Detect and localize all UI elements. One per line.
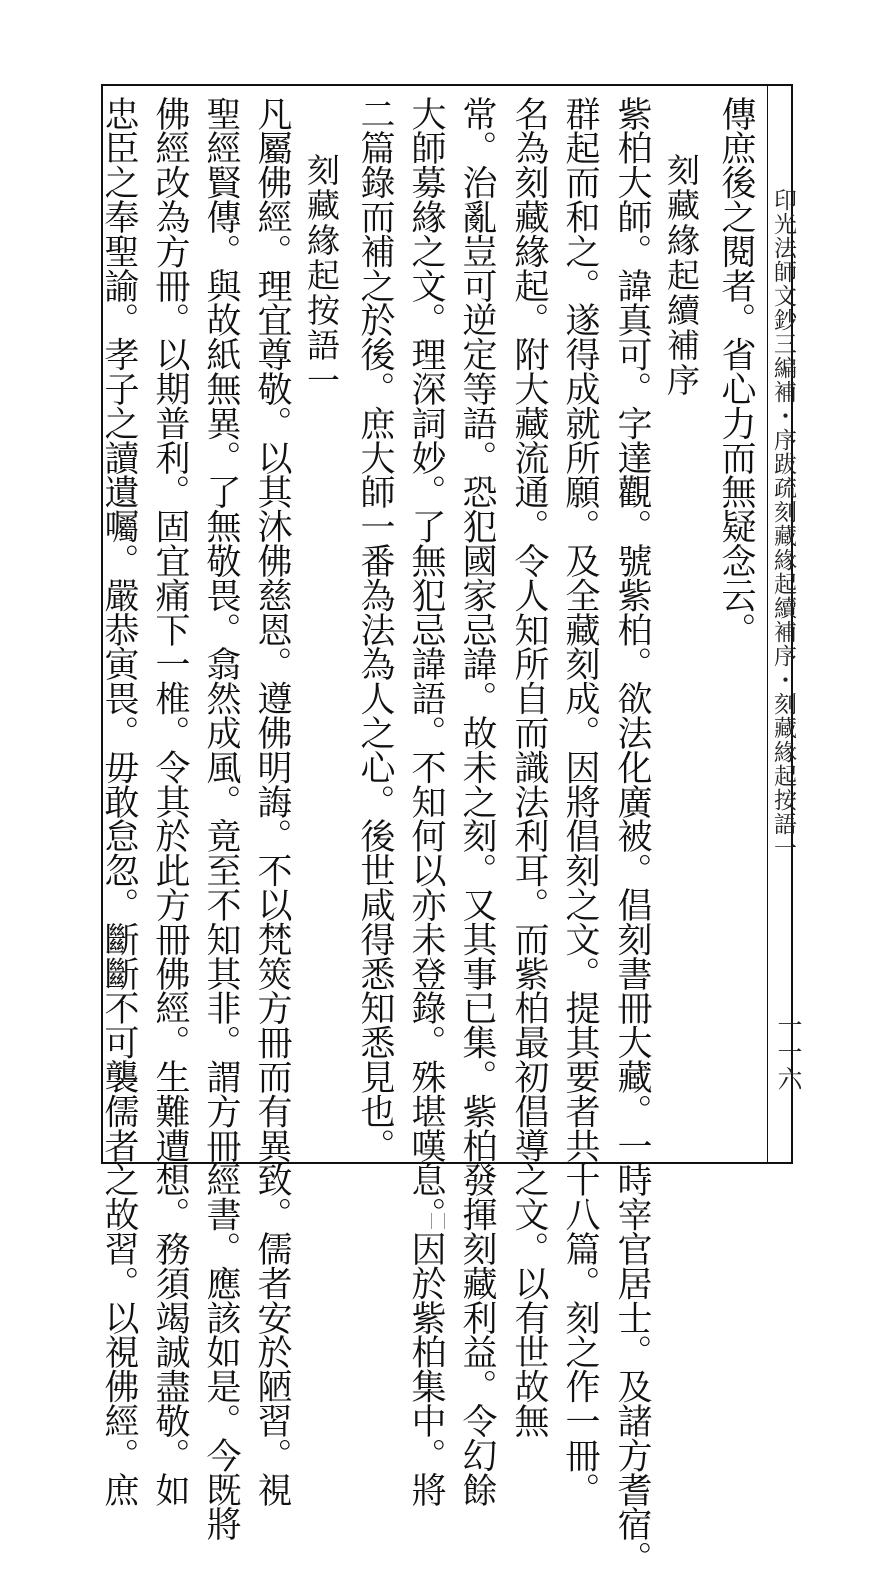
text-column-1: 傳庶後之閱者。省心力而無疑念云。 <box>716 96 756 647</box>
text-column-13: 忠臣之奉聖諭。孝子之讀遺囑。嚴恭寅畏。毋敢怠忽。斷斷不可襲儒者之故習。以視佛經。庶 <box>99 96 139 1507</box>
text-column-7: 大師募緣之文。理深詞妙。了無犯忌諱語。不知何以亦未登錄。殊堪嘆息。因於紫柏集中。將 <box>406 96 446 1507</box>
text-column-11: 聖經賢傳。與故紙無異。了無敬畏。翕然成風。竟至不知其非。謂方冊經書。應該如是。今既將 <box>201 96 241 1541</box>
heading-preface: 刻藏緣起續補序 <box>662 153 701 398</box>
book-title: 印光法師文鈔三編補・序跋疏 <box>770 188 796 500</box>
text-column-10: 凡屬佛經。理宜尊敬。以其沐佛慈恩。遵佛明誨。不以梵筴方冊而有異致。儒者安於陋習。視 <box>252 96 292 1507</box>
page-number: 一一六 <box>774 1012 803 1093</box>
text-column-8: 二篇錄而補之於後。庶大師一番為法為人之心。後世咸得悉知悉見也。 <box>355 96 395 1163</box>
text-column-4: 群起而和之。遂得成就所願。及全藏刻成。因將倡刻之文。提其要者共十八篇。刻之作一冊。 <box>560 96 600 1507</box>
heading-notes: 刻藏緣起按語一 <box>302 153 341 398</box>
margin-divider <box>767 84 768 1164</box>
text-column-5: 名為刻藏緣起。附大藏流通。令人知所自而識法利耳。而紫柏最初倡導之文。以有世故無 <box>509 96 549 1438</box>
section-title: 刻藏緣起續補序・刻藏緣起按語一 <box>770 500 796 860</box>
text-column-12: 佛經改為方冊。以期普利。固宜痛下一椎。令其於此方冊佛經。生難遭想。務須竭誠盡敬。如 <box>150 96 190 1507</box>
text-column-3: 紫柏大師。諱真可。字達觀。號紫柏。欲法化廣被。倡刻書冊大藏。一時宰官居士。及諸方耆宿。 <box>612 96 652 1575</box>
binding-mark <box>431 1213 445 1229</box>
text-column-6: 常。治亂豈可逆定等語。恐犯國家忌諱。故未之刻。又其事已集。紫柏發揮刻藏利益。令幻餘 <box>457 96 497 1507</box>
